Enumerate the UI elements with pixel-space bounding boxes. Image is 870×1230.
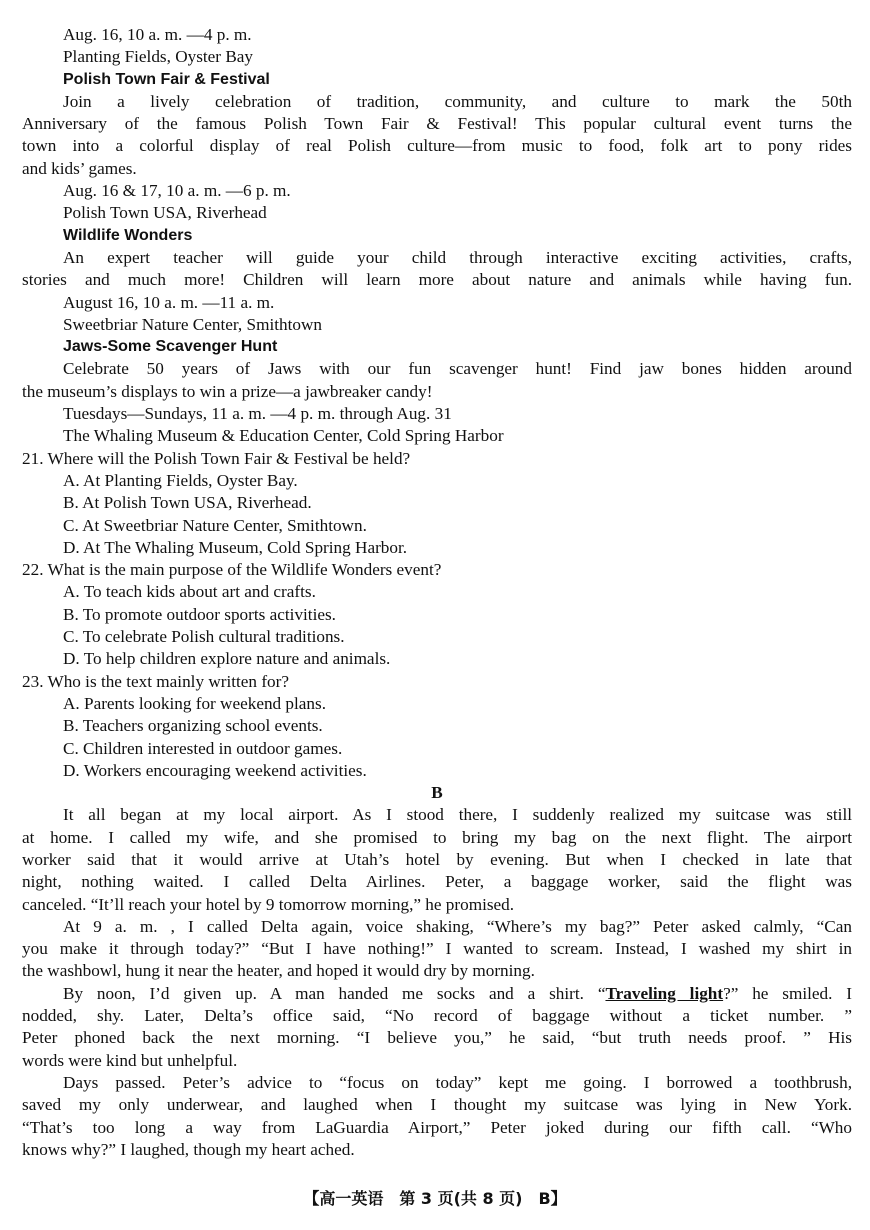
event-date: Aug. 16, 10 a. m. —4 p. m. — [63, 25, 252, 44]
question-option: D. At The Whaling Museum, Cold Spring Harbor. — [63, 537, 408, 557]
page-footer: 【高一英语 第 3 页(共 8 页) B】 — [303, 1189, 567, 1208]
question-option: B. Teachers organizing school events. — [63, 716, 323, 736]
question-option: A. To teach kids about art and crafts. — [63, 582, 316, 602]
event-title: Polish Town Fair & Festival — [63, 70, 270, 88]
passage-line: nodded, shy. Later, Delta’s office said, “No record of baggage without a ticket number. ” — [22, 1006, 852, 1026]
event-title: Jaws-Some Scavenger Hunt — [63, 338, 278, 356]
event-desc-line: town into a colorful display of real Polish culture—from music to food, folk art to pony rides — [22, 136, 852, 156]
passage-text: ?” he smiled. I — [723, 983, 852, 1003]
passage-line: “That’s too long a way from LaGuardia Airport,” Peter joked during our fifth call. “Who — [22, 1117, 852, 1137]
passage-line — [22, 983, 852, 1005]
page-body — [22, 24, 852, 1161]
event-place: Planting Fields, Oyster Bay — [63, 47, 254, 67]
question-option: D. Workers encouraging weekend activities. — [63, 760, 367, 780]
event-desc-line: stories and much more! Children will learn more about nature and animals while having fun. — [22, 270, 852, 290]
passage-line: worker said that it would arrive at Utah’s hotel by evening. But when I checked in late that — [22, 849, 852, 869]
event-desc-line: Join a lively celebration of tradition, community, and culture to mark the 50th — [63, 91, 852, 111]
question-stem: 22. What is the main purpose of the Wildlife Wonders event? — [22, 560, 442, 580]
passage-line: canceled. “It’ll reach your hotel by 9 tomorrow morning,” he promised. — [22, 894, 515, 914]
event-desc-line: and kids’ games. — [22, 158, 137, 178]
question-option: B. At Polish Town USA, Riverhead. — [63, 493, 312, 513]
event-date: Aug. 16 & 17, 10 a. m. —6 p. m. — [63, 181, 291, 201]
passage-line: words were kind but unhelpful. — [22, 1050, 238, 1070]
event-date: August 16, 10 a. m. —11 a. m. — [63, 292, 275, 312]
question-option: C. Children interested in outdoor games. — [63, 738, 343, 758]
event-desc-line: the museum’s displays to win a prize—a jawbreaker candy! — [22, 381, 433, 401]
event-place: Sweetbriar Nature Center, Smithtown — [63, 314, 322, 334]
question-option: C. At Sweetbriar Nature Center, Smithtown. — [63, 515, 367, 535]
event-title: Wildlife Wonders — [63, 226, 193, 244]
question-stem: 21. Where will the Polish Town Fair & Festival be held? — [22, 448, 411, 468]
passage-line: It all began at my local airport. As I stood there, I suddenly realized my suitcase was still — [63, 805, 852, 825]
question-option: D. To help children explore nature and animals. — [63, 649, 391, 669]
passage-line: Days passed. Peter’s advice to “focus on today” kept me going. I borrowed a toothbrush, — [63, 1072, 852, 1092]
passage-line: Peter phoned back the next morning. “I believe you,” he said, “but truth needs proof. ” His — [22, 1028, 852, 1048]
question-option: B. To promote outdoor sports activities. — [63, 604, 336, 624]
question-option: C. To celebrate Polish cultural traditions. — [63, 627, 345, 647]
question-option: A. Parents looking for weekend plans. — [63, 693, 327, 713]
underlined-phrase: Traveling light — [605, 983, 724, 1003]
passage-line: the washbowl, hung it near the heater, and hoped it would dry by morning. — [22, 961, 535, 981]
passage-line: At 9 a. m. , I called Delta again, voice shaking, “Where’s my bag?” Peter asked calmly, “Can — [63, 916, 852, 936]
passage-line: you make it through today?” “But I have nothing!” I wanted to scream. Instead, I washed my shirt in — [22, 939, 852, 959]
question-option: A. At Planting Fields, Oyster Bay. — [63, 470, 298, 490]
question-stem: 23. Who is the text mainly written for? — [22, 671, 289, 691]
event-place: Polish Town USA, Riverhead — [63, 203, 267, 223]
event-desc-line: Anniversary of the famous Polish Town Fair & Festival! This popular cultural event turns the — [22, 114, 852, 134]
event-place: The Whaling Museum & Education Center, Cold Spring Harbor — [63, 426, 504, 446]
passage-line: knows why?” I laughed, though my heart ached. — [22, 1139, 355, 1159]
passage-line: night, nothing waited. I called Delta Airlines. Peter, a baggage worker, said the flight was — [22, 872, 852, 892]
event-date: Tuesdays—Sundays, 11 a. m. —4 p. m. through Aug. 31 — [63, 404, 452, 424]
section-heading: B — [431, 783, 443, 803]
event-desc-line: Celebrate 50 years of Jaws with our fun scavenger hunt! Find jaw bones hidden around — [63, 359, 852, 379]
passage-line: saved my only underwear, and laughed when I thought my suitcase was lying in New York. — [22, 1095, 852, 1115]
passage-text: By noon, I’d given up. A man handed me socks and a shirt. “ — [63, 983, 606, 1003]
passage-line: at home. I called my wife, and she promised to bring my bag on the next flight. The airport — [22, 827, 852, 847]
event-desc-line: An expert teacher will guide your child through interactive exciting activities, crafts, — [63, 247, 852, 267]
